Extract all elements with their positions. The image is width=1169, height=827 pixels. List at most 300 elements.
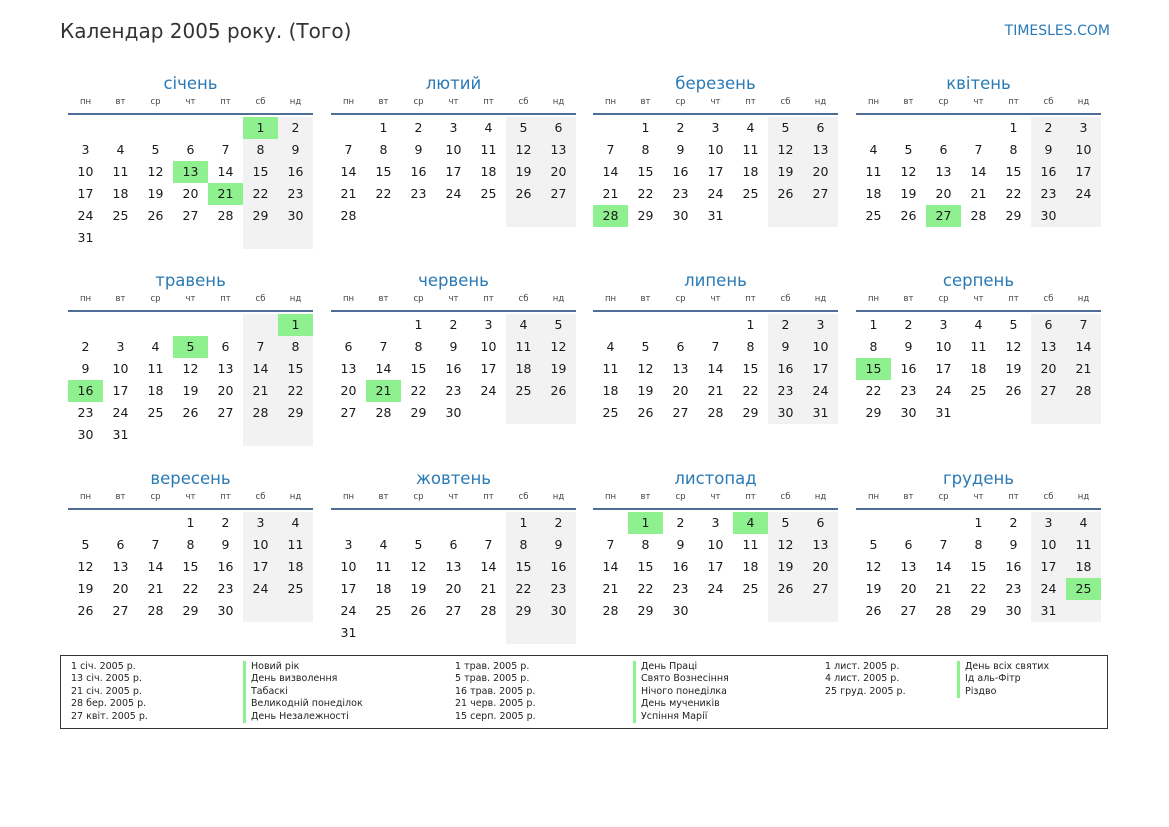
day-cell[interactable]: 15 — [1005, 164, 1022, 179]
day-cell[interactable]: 20 — [803, 161, 838, 183]
day-cell[interactable]: 28 — [593, 205, 628, 227]
day-cell[interactable]: 27 — [541, 183, 576, 205]
day-cell[interactable]: 18 — [375, 581, 392, 596]
day-cell[interactable]: 16 — [1005, 559, 1022, 574]
day-cell[interactable]: 27 — [112, 603, 129, 618]
day-cell[interactable]: 18 — [865, 186, 882, 201]
day-cell[interactable]: 22 — [970, 581, 987, 596]
day-cell[interactable]: 6 — [904, 537, 913, 552]
day-cell[interactable]: 11 — [375, 559, 392, 574]
day-cell[interactable]: 20 — [1031, 358, 1066, 380]
day-cell[interactable]: 28 — [340, 208, 357, 223]
day-cell[interactable]: 12 — [506, 139, 541, 161]
day-cell[interactable]: 19 — [768, 161, 803, 183]
day-cell[interactable]: 8 — [641, 537, 650, 552]
day-cell[interactable]: 5 — [904, 142, 913, 157]
day-cell[interactable]: 19 — [410, 581, 427, 596]
day-cell[interactable]: 16 — [68, 380, 103, 402]
day-cell[interactable]: 22 — [506, 578, 541, 600]
day-cell[interactable]: 26 — [768, 578, 803, 600]
day-cell[interactable]: 27 — [900, 603, 917, 618]
day-cell[interactable]: 21 — [366, 380, 401, 402]
day-cell[interactable]: 21 — [340, 186, 357, 201]
day-cell[interactable]: 13 — [173, 161, 208, 183]
day-cell[interactable]: 16 — [410, 164, 427, 179]
day-cell[interactable]: 19 — [768, 556, 803, 578]
day-cell[interactable]: 21 — [208, 183, 243, 205]
day-cell[interactable]: 24 — [340, 603, 357, 618]
day-cell[interactable]: 14 — [935, 559, 952, 574]
day-cell[interactable]: 8 — [414, 339, 423, 354]
day-cell[interactable]: 31 — [935, 405, 952, 420]
day-cell[interactable]: 22 — [410, 383, 427, 398]
day-cell[interactable]: 7 — [243, 336, 278, 358]
day-cell[interactable]: 17 — [707, 164, 724, 179]
day-cell[interactable]: 22 — [375, 186, 392, 201]
day-cell[interactable]: 11 — [970, 339, 987, 354]
day-cell[interactable]: 1 — [379, 120, 388, 135]
day-cell[interactable]: 1 — [506, 512, 541, 534]
day-cell[interactable]: 4 — [746, 120, 755, 135]
day-cell[interactable]: 11 — [742, 537, 759, 552]
day-cell[interactable]: 26 — [77, 603, 94, 618]
day-cell[interactable]: 13 — [803, 534, 838, 556]
day-cell[interactable]: 9 — [904, 339, 913, 354]
day-cell[interactable]: 22 — [742, 383, 759, 398]
day-cell[interactable]: 9 — [449, 339, 458, 354]
day-cell[interactable]: 4 — [1066, 512, 1101, 534]
day-cell[interactable]: 13 — [541, 139, 576, 161]
day-cell[interactable]: 29 — [1005, 208, 1022, 223]
day-cell[interactable]: 23 — [217, 581, 234, 596]
day-cell[interactable]: 1 — [186, 515, 195, 530]
day-cell[interactable]: 7 — [606, 142, 615, 157]
day-cell[interactable]: 19 — [182, 383, 199, 398]
day-cell[interactable]: 5 — [869, 537, 878, 552]
day-cell[interactable]: 14 — [602, 164, 619, 179]
day-cell[interactable]: 24 — [1031, 578, 1066, 600]
day-cell[interactable]: 12 — [768, 139, 803, 161]
day-cell[interactable]: 4 — [733, 512, 768, 534]
day-cell[interactable]: 20 — [182, 186, 199, 201]
day-cell[interactable]: 4 — [116, 142, 125, 157]
day-cell[interactable]: 8 — [379, 142, 388, 157]
day-cell[interactable]: 29 — [506, 600, 541, 622]
day-cell[interactable]: 21 — [602, 581, 619, 596]
day-cell[interactable]: 11 — [1066, 534, 1101, 556]
day-cell[interactable]: 20 — [935, 186, 952, 201]
day-cell[interactable]: 19 — [865, 581, 882, 596]
day-cell[interactable]: 14 — [217, 164, 234, 179]
day-cell[interactable]: 16 — [900, 361, 917, 376]
day-cell[interactable]: 16 — [1031, 161, 1066, 183]
day-cell[interactable]: 27 — [672, 405, 689, 420]
day-cell[interactable]: 26 — [900, 208, 917, 223]
day-cell[interactable]: 8 — [243, 139, 278, 161]
day-cell[interactable]: 20 — [900, 581, 917, 596]
day-cell[interactable]: 11 — [278, 534, 313, 556]
day-cell[interactable]: 13 — [1031, 336, 1066, 358]
day-cell[interactable]: 25 — [865, 208, 882, 223]
day-cell[interactable]: 24 — [445, 186, 462, 201]
day-cell[interactable]: 4 — [869, 142, 878, 157]
day-cell[interactable]: 17 — [77, 186, 94, 201]
day-cell[interactable]: 6 — [221, 339, 230, 354]
day-cell[interactable]: 14 — [970, 164, 987, 179]
day-cell[interactable]: 5 — [414, 537, 423, 552]
day-cell[interactable]: 9 — [768, 336, 803, 358]
day-cell[interactable]: 23 — [278, 183, 313, 205]
day-cell[interactable]: 9 — [541, 534, 576, 556]
day-cell[interactable]: 22 — [637, 186, 654, 201]
day-cell[interactable]: 3 — [1066, 117, 1101, 139]
day-cell[interactable]: 22 — [637, 581, 654, 596]
day-cell[interactable]: 5 — [506, 117, 541, 139]
day-cell[interactable]: 16 — [445, 361, 462, 376]
day-cell[interactable]: 6 — [676, 339, 685, 354]
day-cell[interactable]: 28 — [602, 603, 619, 618]
day-cell[interactable]: 6 — [803, 117, 838, 139]
day-cell[interactable]: 8 — [1009, 142, 1018, 157]
day-cell[interactable]: 15 — [506, 556, 541, 578]
day-cell[interactable]: 26 — [541, 380, 576, 402]
day-cell[interactable]: 3 — [116, 339, 125, 354]
day-cell[interactable]: 14 — [147, 559, 164, 574]
day-cell[interactable]: 12 — [1005, 339, 1022, 354]
day-cell[interactable]: 7 — [711, 339, 720, 354]
day-cell[interactable]: 8 — [278, 336, 313, 358]
day-cell[interactable]: 16 — [672, 164, 689, 179]
day-cell[interactable]: 27 — [340, 405, 357, 420]
day-cell[interactable]: 1 — [278, 314, 313, 336]
day-cell[interactable]: 2 — [904, 317, 913, 332]
day-cell[interactable]: 24 — [480, 383, 497, 398]
day-cell[interactable]: 23 — [77, 405, 94, 420]
day-cell[interactable]: 13 — [935, 164, 952, 179]
day-cell[interactable]: 27 — [182, 208, 199, 223]
day-cell[interactable]: 10 — [445, 142, 462, 157]
day-cell[interactable]: 18 — [480, 164, 497, 179]
day-cell[interactable]: 27 — [1031, 380, 1066, 402]
day-cell[interactable]: 19 — [541, 358, 576, 380]
day-cell[interactable]: 12 — [541, 336, 576, 358]
day-cell[interactable]: 2 — [768, 314, 803, 336]
day-cell[interactable]: 15 — [410, 361, 427, 376]
day-cell[interactable]: 30 — [672, 208, 689, 223]
day-cell[interactable]: 19 — [506, 161, 541, 183]
day-cell[interactable]: 7 — [606, 537, 615, 552]
day-cell[interactable]: 29 — [970, 603, 987, 618]
day-cell[interactable]: 4 — [278, 512, 313, 534]
day-cell[interactable]: 25 — [506, 380, 541, 402]
day-cell[interactable]: 29 — [243, 205, 278, 227]
day-cell[interactable]: 3 — [711, 120, 720, 135]
day-cell[interactable]: 22 — [865, 383, 882, 398]
day-cell[interactable]: 20 — [672, 383, 689, 398]
day-cell[interactable]: 28 — [375, 405, 392, 420]
day-cell[interactable]: 23 — [445, 383, 462, 398]
day-cell[interactable]: 7 — [151, 537, 160, 552]
day-cell[interactable]: 23 — [1005, 581, 1022, 596]
day-cell[interactable]: 9 — [1009, 537, 1018, 552]
day-cell[interactable]: 13 — [340, 361, 357, 376]
day-cell[interactable]: 25 — [278, 578, 313, 600]
day-cell[interactable]: 30 — [900, 405, 917, 420]
day-cell[interactable]: 20 — [340, 383, 357, 398]
day-cell[interactable]: 5 — [1009, 317, 1018, 332]
day-cell[interactable]: 23 — [1031, 183, 1066, 205]
day-cell[interactable]: 10 — [77, 164, 94, 179]
day-cell[interactable]: 9 — [676, 142, 685, 157]
day-cell[interactable]: 13 — [900, 559, 917, 574]
day-cell[interactable]: 30 — [445, 405, 462, 420]
day-cell[interactable]: 7 — [1066, 314, 1101, 336]
day-cell[interactable]: 16 — [217, 559, 234, 574]
day-cell[interactable]: 24 — [1066, 183, 1101, 205]
day-cell[interactable]: 19 — [900, 186, 917, 201]
day-cell[interactable]: 10 — [112, 361, 129, 376]
day-cell[interactable]: 17 — [243, 556, 278, 578]
day-cell[interactable]: 13 — [672, 361, 689, 376]
day-cell[interactable]: 1 — [974, 515, 983, 530]
day-cell[interactable]: 25 — [375, 603, 392, 618]
day-cell[interactable]: 1 — [746, 317, 755, 332]
day-cell[interactable]: 24 — [707, 581, 724, 596]
day-cell[interactable]: 5 — [541, 314, 576, 336]
day-cell[interactable]: 20 — [803, 556, 838, 578]
day-cell[interactable]: 15 — [375, 164, 392, 179]
day-cell[interactable]: 29 — [742, 405, 759, 420]
day-cell[interactable]: 18 — [506, 358, 541, 380]
day-cell[interactable]: 30 — [1031, 205, 1066, 227]
day-cell[interactable]: 23 — [541, 578, 576, 600]
day-cell[interactable]: 10 — [1066, 139, 1101, 161]
day-cell[interactable]: 5 — [768, 117, 803, 139]
day-cell[interactable]: 30 — [1005, 603, 1022, 618]
day-cell[interactable]: 10 — [340, 559, 357, 574]
day-cell[interactable]: 13 — [112, 559, 129, 574]
day-cell[interactable]: 10 — [480, 339, 497, 354]
day-cell[interactable]: 21 — [147, 581, 164, 596]
day-cell[interactable]: 25 — [602, 405, 619, 420]
day-cell[interactable]: 21 — [707, 383, 724, 398]
day-cell[interactable]: 8 — [506, 534, 541, 556]
day-cell[interactable]: 24 — [803, 380, 838, 402]
day-cell[interactable]: 21 — [602, 186, 619, 201]
day-cell[interactable]: 12 — [77, 559, 94, 574]
day-cell[interactable]: 20 — [112, 581, 129, 596]
day-cell[interactable]: 16 — [278, 161, 313, 183]
day-cell[interactable]: 11 — [112, 164, 129, 179]
day-cell[interactable]: 3 — [449, 120, 458, 135]
day-cell[interactable]: 17 — [480, 361, 497, 376]
day-cell[interactable]: 29 — [278, 402, 313, 424]
day-cell[interactable]: 6 — [939, 142, 948, 157]
day-cell[interactable]: 15 — [856, 358, 891, 380]
day-cell[interactable]: 10 — [243, 534, 278, 556]
day-cell[interactable]: 9 — [221, 537, 230, 552]
day-cell[interactable]: 15 — [278, 358, 313, 380]
day-cell[interactable]: 17 — [935, 361, 952, 376]
day-cell[interactable]: 28 — [243, 402, 278, 424]
day-cell[interactable]: 23 — [672, 581, 689, 596]
day-cell[interactable]: 9 — [81, 361, 90, 376]
day-cell[interactable]: 25 — [970, 383, 987, 398]
day-cell[interactable]: 2 — [541, 512, 576, 534]
day-cell[interactable]: 11 — [602, 361, 619, 376]
day-cell[interactable]: 21 — [243, 380, 278, 402]
day-cell[interactable]: 13 — [445, 559, 462, 574]
day-cell[interactable]: 12 — [900, 164, 917, 179]
day-cell[interactable]: 18 — [742, 559, 759, 574]
day-cell[interactable]: 18 — [742, 164, 759, 179]
day-cell[interactable]: 12 — [182, 361, 199, 376]
day-cell[interactable]: 26 — [865, 603, 882, 618]
day-cell[interactable]: 31 — [77, 230, 94, 245]
day-cell[interactable]: 21 — [935, 581, 952, 596]
day-cell[interactable]: 13 — [803, 139, 838, 161]
day-cell[interactable]: 10 — [803, 336, 838, 358]
day-cell[interactable]: 26 — [147, 208, 164, 223]
day-cell[interactable]: 13 — [217, 361, 234, 376]
day-cell[interactable]: 18 — [970, 361, 987, 376]
day-cell[interactable]: 3 — [484, 317, 493, 332]
day-cell[interactable]: 30 — [672, 603, 689, 618]
day-cell[interactable]: 12 — [865, 559, 882, 574]
day-cell[interactable]: 31 — [340, 625, 357, 640]
day-cell[interactable]: 27 — [803, 578, 838, 600]
day-cell[interactable]: 18 — [278, 556, 313, 578]
day-cell[interactable]: 6 — [116, 537, 125, 552]
day-cell[interactable]: 15 — [182, 559, 199, 574]
day-cell[interactable]: 1 — [1009, 120, 1018, 135]
day-cell[interactable]: 3 — [711, 515, 720, 530]
day-cell[interactable]: 3 — [81, 142, 90, 157]
day-cell[interactable]: 5 — [151, 142, 160, 157]
day-cell[interactable]: 29 — [410, 405, 427, 420]
day-cell[interactable]: 9 — [278, 139, 313, 161]
day-cell[interactable]: 30 — [217, 603, 234, 618]
day-cell[interactable]: 28 — [480, 603, 497, 618]
day-cell[interactable]: 1 — [628, 512, 663, 534]
day-cell[interactable]: 1 — [414, 317, 423, 332]
day-cell[interactable]: 6 — [541, 117, 576, 139]
day-cell[interactable]: 23 — [768, 380, 803, 402]
day-cell[interactable]: 26 — [637, 405, 654, 420]
day-cell[interactable]: 10 — [707, 537, 724, 552]
day-cell[interactable]: 26 — [1005, 383, 1022, 398]
day-cell[interactable]: 26 — [768, 183, 803, 205]
day-cell[interactable]: 25 — [742, 186, 759, 201]
day-cell[interactable]: 19 — [77, 581, 94, 596]
day-cell[interactable]: 8 — [641, 142, 650, 157]
day-cell[interactable]: 26 — [506, 183, 541, 205]
day-cell[interactable]: 20 — [445, 581, 462, 596]
day-cell[interactable]: 17 — [1066, 161, 1101, 183]
day-cell[interactable]: 23 — [900, 383, 917, 398]
day-cell[interactable]: 2 — [81, 339, 90, 354]
day-cell[interactable]: 21 — [970, 186, 987, 201]
day-cell[interactable]: 2 — [221, 515, 230, 530]
day-cell[interactable]: 27 — [803, 183, 838, 205]
day-cell[interactable]: 11 — [742, 142, 759, 157]
day-cell[interactable]: 3 — [1031, 512, 1066, 534]
day-cell[interactable]: 24 — [243, 578, 278, 600]
day-cell[interactable]: 11 — [865, 164, 882, 179]
day-cell[interactable]: 6 — [1031, 314, 1066, 336]
day-cell[interactable]: 24 — [77, 208, 94, 223]
day-cell[interactable]: 12 — [147, 164, 164, 179]
day-cell[interactable]: 23 — [672, 186, 689, 201]
day-cell[interactable]: 18 — [602, 383, 619, 398]
day-cell[interactable]: 3 — [939, 317, 948, 332]
day-cell[interactable]: 11 — [506, 336, 541, 358]
day-cell[interactable]: 14 — [480, 559, 497, 574]
day-cell[interactable]: 14 — [243, 358, 278, 380]
day-cell[interactable]: 5 — [641, 339, 650, 354]
day-cell[interactable]: 2 — [1031, 117, 1066, 139]
day-cell[interactable]: 12 — [637, 361, 654, 376]
day-cell[interactable]: 30 — [768, 402, 803, 424]
day-cell[interactable]: 31 — [112, 427, 129, 442]
day-cell[interactable]: 4 — [606, 339, 615, 354]
day-cell[interactable]: 7 — [939, 537, 948, 552]
day-cell[interactable]: 9 — [414, 142, 423, 157]
day-cell[interactable]: 6 — [186, 142, 195, 157]
day-cell[interactable]: 28 — [1066, 380, 1101, 402]
day-cell[interactable]: 28 — [935, 603, 952, 618]
day-cell[interactable]: 20 — [217, 383, 234, 398]
day-cell[interactable]: 2 — [414, 120, 423, 135]
day-cell[interactable]: 15 — [637, 559, 654, 574]
day-cell[interactable]: 31 — [803, 402, 838, 424]
day-cell[interactable]: 11 — [480, 142, 497, 157]
day-cell[interactable]: 22 — [243, 183, 278, 205]
day-cell[interactable]: 29 — [865, 405, 882, 420]
day-cell[interactable]: 29 — [637, 603, 654, 618]
day-cell[interactable]: 28 — [707, 405, 724, 420]
day-cell[interactable]: 10 — [935, 339, 952, 354]
day-cell[interactable]: 11 — [147, 361, 164, 376]
day-cell[interactable]: 7 — [379, 339, 388, 354]
day-cell[interactable]: 16 — [768, 358, 803, 380]
day-cell[interactable]: 28 — [970, 208, 987, 223]
day-cell[interactable]: 7 — [484, 537, 493, 552]
day-cell[interactable]: 30 — [541, 600, 576, 622]
day-cell[interactable]: 24 — [935, 383, 952, 398]
day-cell[interactable]: 7 — [974, 142, 983, 157]
day-cell[interactable]: 4 — [506, 314, 541, 336]
day-cell[interactable]: 31 — [707, 208, 724, 223]
day-cell[interactable]: 2 — [676, 120, 685, 135]
day-cell[interactable]: 3 — [243, 512, 278, 534]
day-cell[interactable]: 18 — [112, 186, 129, 201]
day-cell[interactable]: 1 — [641, 120, 650, 135]
day-cell[interactable]: 8 — [746, 339, 755, 354]
day-cell[interactable]: 22 — [278, 380, 313, 402]
day-cell[interactable]: 3 — [803, 314, 838, 336]
day-cell[interactable]: 25 — [147, 405, 164, 420]
day-cell[interactable]: 14 — [340, 164, 357, 179]
day-cell[interactable]: 8 — [974, 537, 983, 552]
day-cell[interactable]: 7 — [344, 142, 353, 157]
day-cell[interactable]: 25 — [112, 208, 129, 223]
day-cell[interactable]: 8 — [869, 339, 878, 354]
day-cell[interactable]: 2 — [278, 117, 313, 139]
day-cell[interactable]: 6 — [803, 512, 838, 534]
day-cell[interactable]: 9 — [676, 537, 685, 552]
day-cell[interactable]: 25 — [742, 581, 759, 596]
